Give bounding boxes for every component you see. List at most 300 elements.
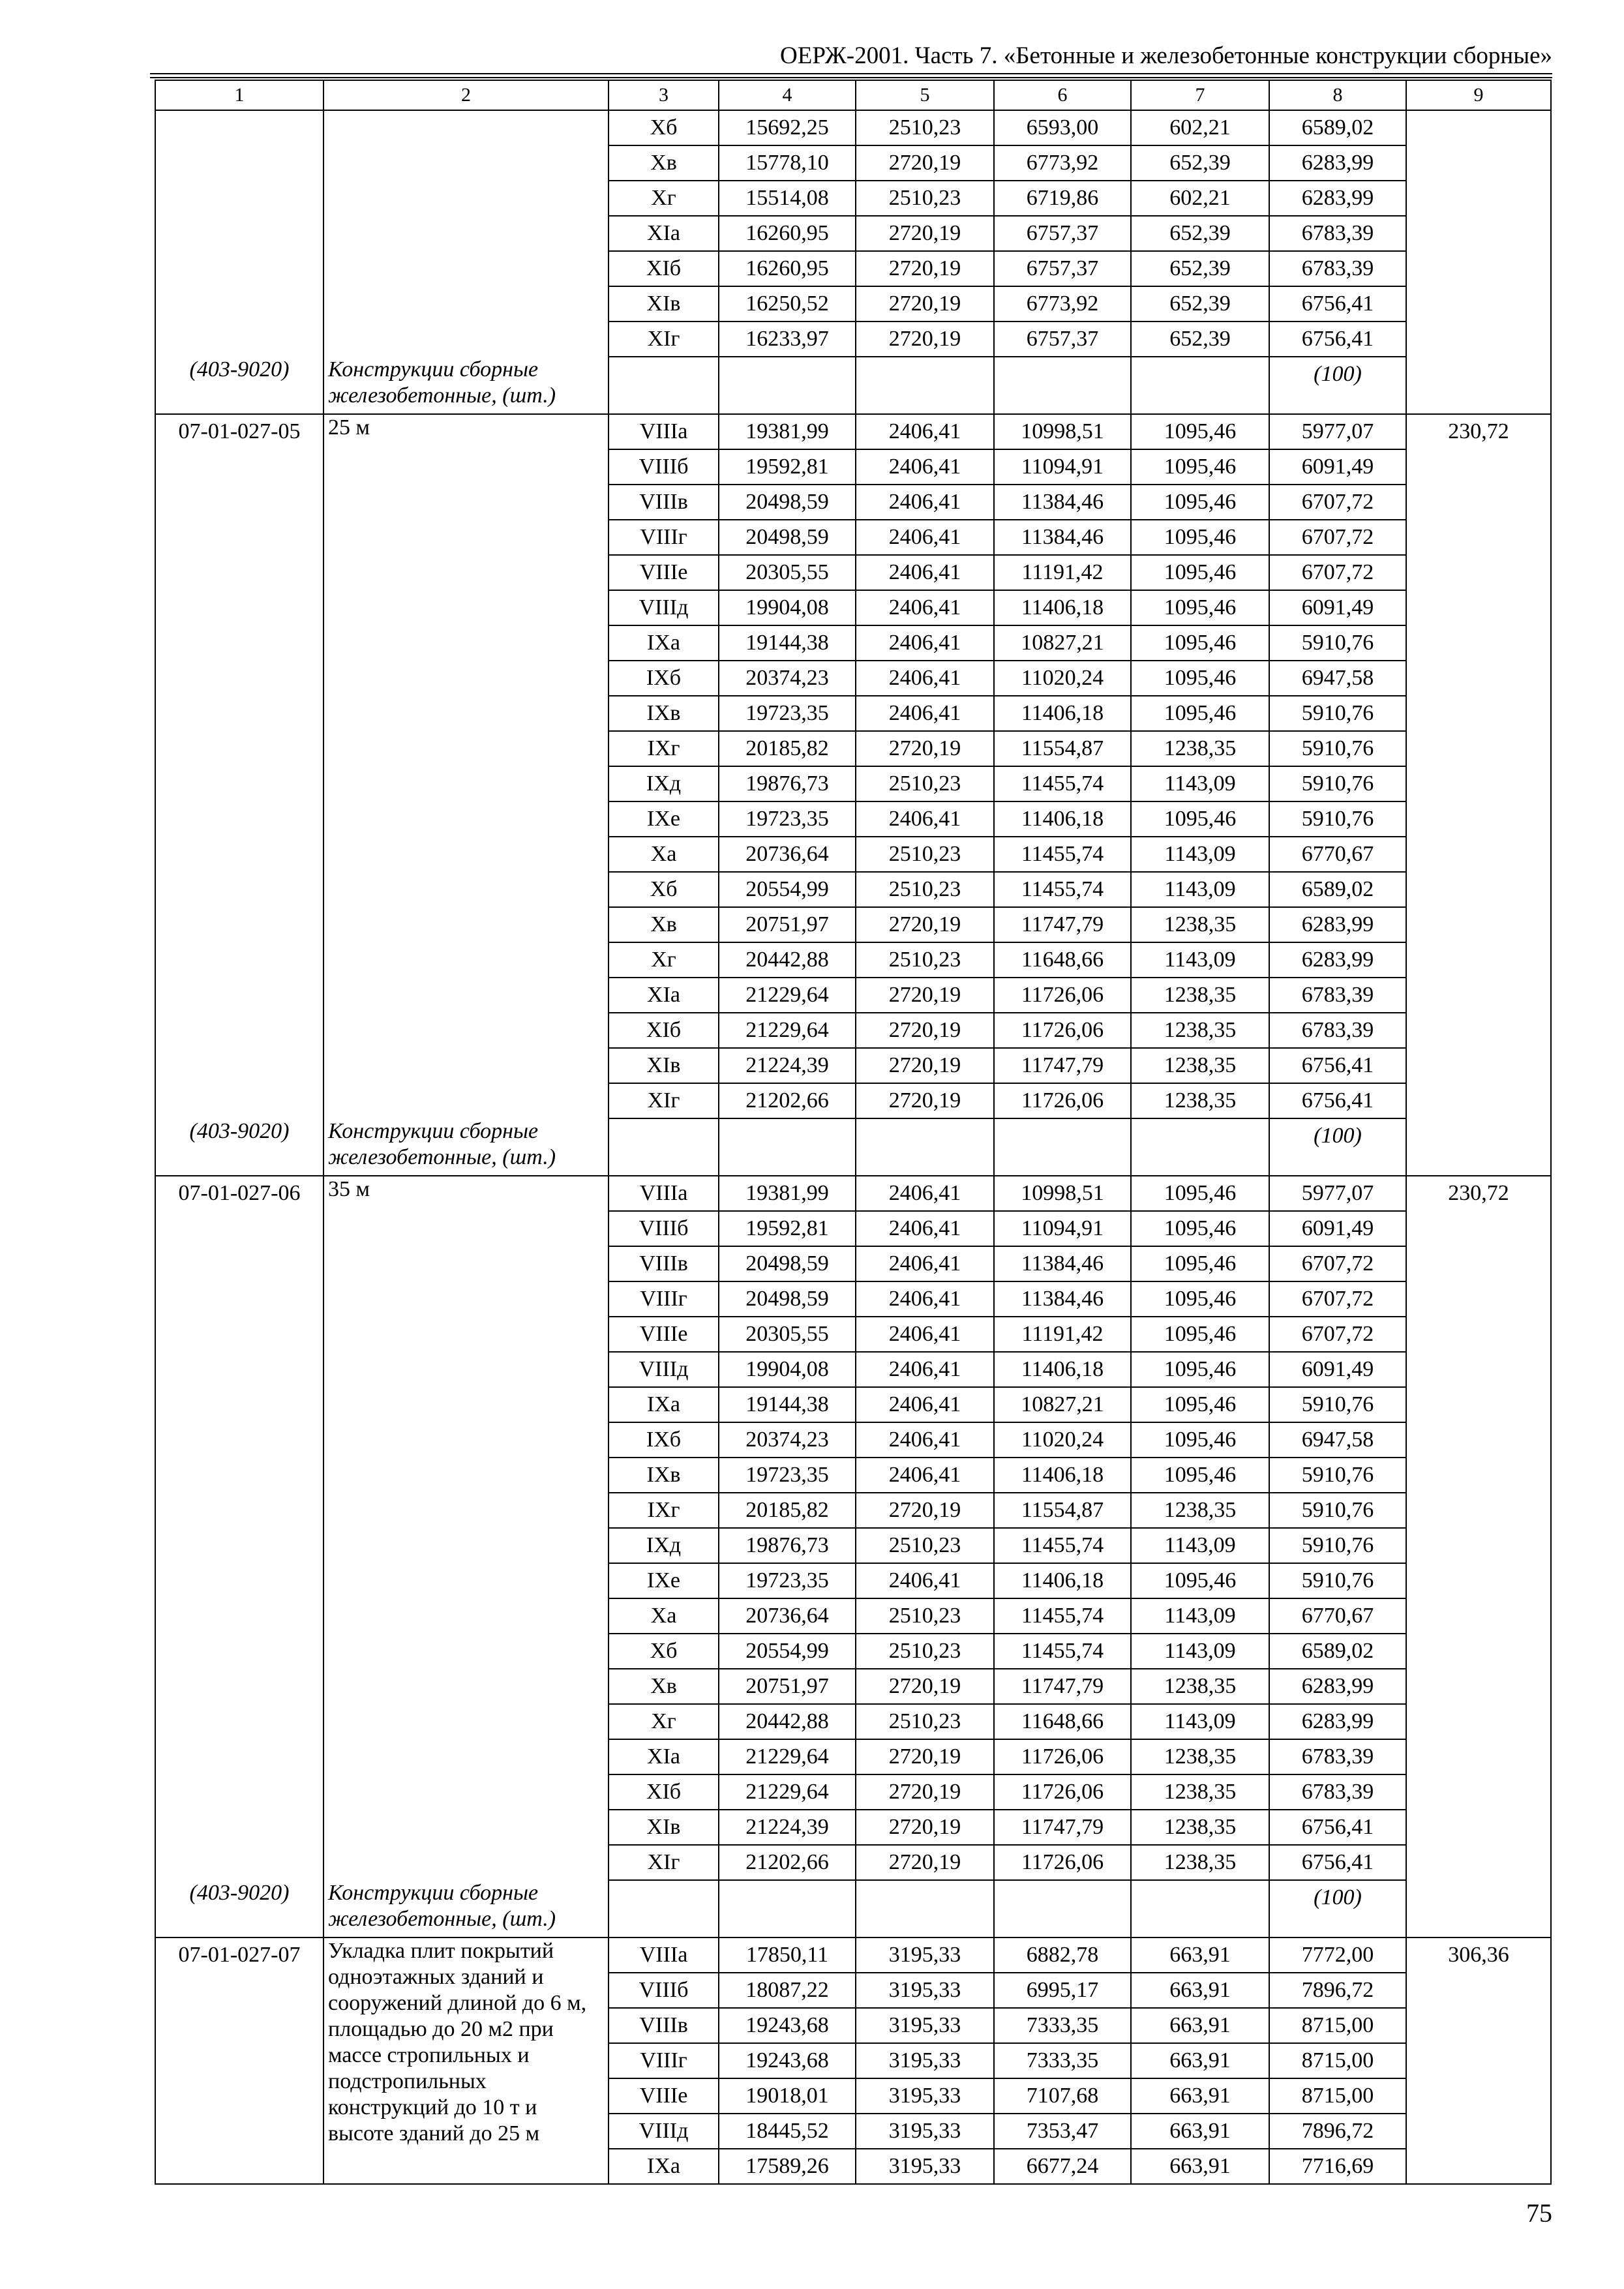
value-cell: 11747,79 [994, 1669, 1131, 1704]
rate-cell [1406, 1973, 1551, 2008]
value-cell: 19904,08 [719, 1352, 856, 1387]
value-cell: Ха [609, 1598, 719, 1634]
value-cell: 19243,68 [719, 2008, 856, 2043]
name-cell [323, 145, 609, 181]
value-cell: 1143,09 [1131, 837, 1269, 872]
value-cell: 2406,41 [856, 1352, 994, 1387]
name-cell: 25 м [323, 414, 609, 1118]
value-cell: 6091,49 [1269, 1211, 1406, 1246]
code-cell [155, 2008, 323, 2043]
rate-cell [1406, 1211, 1551, 1246]
value-cell: 2510,23 [856, 1598, 994, 1634]
value-cell: 2406,41 [856, 1281, 994, 1317]
value-cell: VIIIб [609, 449, 719, 485]
value-cell: 11554,87 [994, 731, 1131, 766]
value-cell: Хг [609, 942, 719, 978]
value-cell: 15692,25 [719, 110, 856, 145]
value-cell: 19723,35 [719, 696, 856, 731]
table-row [155, 1176, 1551, 1211]
value-cell: 20374,23 [719, 661, 856, 696]
value-cell: 2406,41 [856, 1563, 994, 1598]
value-cell: 6283,99 [1269, 907, 1406, 942]
value-cell: 2720,19 [856, 907, 994, 942]
column-number: 2 [323, 80, 609, 110]
value-cell: 2720,19 [856, 1739, 994, 1774]
value-cell: 20736,64 [719, 837, 856, 872]
value-cell: ХIв [609, 1810, 719, 1845]
value-cell: 1095,46 [1131, 414, 1269, 449]
code-cell [155, 696, 323, 731]
value-cell: 10827,21 [994, 1387, 1131, 1422]
value-cell: 19144,38 [719, 1387, 856, 1422]
value-cell: 19592,81 [719, 449, 856, 485]
value-cell: 20442,88 [719, 1704, 856, 1739]
rate-cell [1406, 555, 1551, 590]
value-cell: 7716,69 [1269, 2149, 1406, 2184]
value-cell: 20305,55 [719, 555, 856, 590]
rate-cell [1406, 907, 1551, 942]
value-cell: 5910,76 [1269, 801, 1406, 837]
value-cell: 7333,35 [994, 2043, 1131, 2078]
name-cell [323, 322, 609, 357]
rate-cell [1406, 251, 1551, 286]
value-cell: 7333,35 [994, 2008, 1131, 2043]
code-cell [155, 942, 323, 978]
value-cell: 11384,46 [994, 1281, 1131, 1317]
empty-cell [719, 357, 856, 414]
table-row [155, 322, 1551, 357]
value-cell: VIIIб [609, 1973, 719, 2008]
column-number: 8 [1269, 80, 1406, 110]
value-cell: 1238,35 [1131, 1845, 1269, 1880]
value-cell: 2406,41 [856, 801, 994, 837]
value-cell: 21202,66 [719, 1083, 856, 1118]
value-cell: 6756,41 [1269, 1845, 1406, 1880]
code-cell [155, 1048, 323, 1083]
code-cell [155, 978, 323, 1013]
value-cell: 5910,76 [1269, 625, 1406, 661]
empty-cell [609, 1118, 719, 1176]
value-cell: 11455,74 [994, 1528, 1131, 1563]
code-cell [155, 872, 323, 907]
value-cell: 11726,06 [994, 1083, 1131, 1118]
name-cell [323, 251, 609, 286]
value-cell: 663,91 [1131, 2149, 1269, 2184]
value-cell: 2720,19 [856, 731, 994, 766]
rate-cell [1406, 216, 1551, 251]
value-cell: VIIIа [609, 1176, 719, 1211]
value-cell: 1238,35 [1131, 1810, 1269, 1845]
empty-cell [994, 357, 1131, 414]
rate-cell [1406, 978, 1551, 1013]
note-row [155, 1118, 1551, 1176]
value-cell: 15514,08 [719, 181, 856, 216]
value-cell: Хв [609, 145, 719, 181]
rate-cell [1406, 1246, 1551, 1281]
table-row [155, 216, 1551, 251]
rate-cell: 230,72 [1406, 1176, 1551, 1211]
rate-cell [1406, 485, 1551, 520]
value-cell: 6783,39 [1269, 251, 1406, 286]
value-cell: 11747,79 [994, 1048, 1131, 1083]
value-cell: IХб [609, 1422, 719, 1458]
value-cell: 1095,46 [1131, 520, 1269, 555]
value-cell: 11747,79 [994, 1810, 1131, 1845]
value-cell: Хг [609, 1704, 719, 1739]
rate-cell [1406, 1669, 1551, 1704]
value-cell: 11648,66 [994, 1704, 1131, 1739]
header-rule-top [150, 73, 1552, 74]
value-cell: 20185,82 [719, 731, 856, 766]
empty-cell [1406, 1880, 1551, 1937]
value-cell: 2406,41 [856, 1387, 994, 1422]
value-cell: 11406,18 [994, 1352, 1131, 1387]
value-cell: 6589,02 [1269, 1634, 1406, 1669]
rate-cell [1406, 1281, 1551, 1317]
value-cell: 602,21 [1131, 181, 1269, 216]
value-cell: 2720,19 [856, 978, 994, 1013]
value-cell: IХд [609, 766, 719, 801]
value-cell: 5977,07 [1269, 414, 1406, 449]
code-cell [155, 110, 323, 145]
value-cell: 2510,23 [856, 1634, 994, 1669]
value-cell: 2510,23 [856, 1528, 994, 1563]
value-cell: 6756,41 [1269, 1083, 1406, 1118]
value-cell: 2720,19 [856, 286, 994, 322]
value-cell: ХIв [609, 1048, 719, 1083]
value-cell: Хб [609, 1634, 719, 1669]
value-cell: 20751,97 [719, 907, 856, 942]
value-cell: VIIIб [609, 1211, 719, 1246]
value-cell: 11384,46 [994, 485, 1131, 520]
value-cell: 1095,46 [1131, 1281, 1269, 1317]
column-number: 9 [1406, 80, 1551, 110]
value-cell: Хв [609, 1669, 719, 1704]
value-cell: 20751,97 [719, 1669, 856, 1704]
value-cell: 1238,35 [1131, 978, 1269, 1013]
table-row [155, 1937, 1551, 1973]
code-cell [155, 1013, 323, 1048]
value-cell: 21224,39 [719, 1810, 856, 1845]
code-cell [155, 2078, 323, 2114]
value-cell: 3195,33 [856, 2008, 994, 2043]
value-cell: 21202,66 [719, 1845, 856, 1880]
value-cell: 6756,41 [1269, 286, 1406, 322]
value-cell: 20736,64 [719, 1598, 856, 1634]
code-cell [155, 1281, 323, 1317]
value-cell: 3195,33 [856, 2149, 994, 2184]
value-cell: 6283,99 [1269, 1669, 1406, 1704]
rate-cell [1406, 837, 1551, 872]
rate-cell [1406, 1704, 1551, 1739]
value-cell: 663,91 [1131, 2114, 1269, 2149]
empty-cell [1131, 1118, 1269, 1176]
value-cell: 19018,01 [719, 2078, 856, 2114]
value-cell: 2510,23 [856, 766, 994, 801]
value-cell: 6283,99 [1269, 942, 1406, 978]
value-cell: 11554,87 [994, 1493, 1131, 1528]
value-cell: 6283,99 [1269, 145, 1406, 181]
rate-cell [1406, 801, 1551, 837]
value-cell: IХа [609, 1387, 719, 1422]
value-cell: 16260,95 [719, 216, 856, 251]
value-cell: 6707,72 [1269, 1281, 1406, 1317]
value-cell: IХг [609, 1493, 719, 1528]
rate-cell [1406, 520, 1551, 555]
value-cell: 6589,02 [1269, 872, 1406, 907]
value-cell: 21229,64 [719, 1739, 856, 1774]
note-qty-cell: (100) [1269, 1118, 1406, 1176]
value-cell: 1095,46 [1131, 661, 1269, 696]
value-cell: VIIIв [609, 485, 719, 520]
value-cell: ХIб [609, 1774, 719, 1810]
value-cell: 11726,06 [994, 1774, 1131, 1810]
value-cell: 3195,33 [856, 1973, 994, 2008]
value-cell: 8715,00 [1269, 2008, 1406, 2043]
value-cell: 2510,23 [856, 837, 994, 872]
code-cell: 07-01-027-07 [155, 1937, 323, 1973]
rate-cell [1406, 2008, 1551, 2043]
value-cell: 11747,79 [994, 907, 1131, 942]
value-cell: IХв [609, 1458, 719, 1493]
value-cell: 21229,64 [719, 1774, 856, 1810]
value-cell: 20498,59 [719, 520, 856, 555]
value-cell: 6773,92 [994, 145, 1131, 181]
value-cell: IХг [609, 731, 719, 766]
value-cell: Ха [609, 837, 719, 872]
value-cell: 11726,06 [994, 978, 1131, 1013]
code-cell [155, 1528, 323, 1563]
rate-cell [1406, 1013, 1551, 1048]
rate-cell [1406, 872, 1551, 907]
value-cell: ХIа [609, 1739, 719, 1774]
rate-cell [1406, 942, 1551, 978]
code-cell [155, 1211, 323, 1246]
code-cell [155, 1246, 323, 1281]
code-cell [155, 1422, 323, 1458]
rate-cell [1406, 2149, 1551, 2184]
value-cell: 1095,46 [1131, 1211, 1269, 1246]
column-number-row [155, 80, 1551, 110]
value-cell: 6091,49 [1269, 449, 1406, 485]
value-cell: 2720,19 [856, 216, 994, 251]
rate-cell [1406, 1739, 1551, 1774]
rate-cell [1406, 1317, 1551, 1352]
value-cell: 6757,37 [994, 216, 1131, 251]
rate-cell [1406, 1528, 1551, 1563]
code-cell [155, 1083, 323, 1118]
code-cell [155, 1774, 323, 1810]
empty-cell [856, 1880, 994, 1937]
value-cell: 6773,92 [994, 286, 1131, 322]
value-cell: 2720,19 [856, 1845, 994, 1880]
value-cell: Хг [609, 181, 719, 216]
value-cell: VIIIг [609, 520, 719, 555]
code-cell [155, 286, 323, 322]
value-cell: 6707,72 [1269, 485, 1406, 520]
value-cell: IХд [609, 1528, 719, 1563]
value-cell: IХе [609, 1563, 719, 1598]
code-cell [155, 145, 323, 181]
table-row [155, 110, 1551, 145]
rate-cell [1406, 181, 1551, 216]
value-cell: IХв [609, 696, 719, 731]
value-cell: 2720,19 [856, 322, 994, 357]
value-cell: 5910,76 [1269, 696, 1406, 731]
code-cell [155, 322, 323, 357]
rate-cell [1406, 2114, 1551, 2149]
value-cell: 1238,35 [1131, 907, 1269, 942]
value-cell: 11455,74 [994, 837, 1131, 872]
value-cell: 1143,09 [1131, 872, 1269, 907]
value-cell: ХIг [609, 1083, 719, 1118]
value-cell: 6947,58 [1269, 661, 1406, 696]
value-cell: 2406,41 [856, 625, 994, 661]
value-cell: 6757,37 [994, 251, 1131, 286]
code-cell: 07-01-027-06 [155, 1176, 323, 1211]
code-cell [155, 216, 323, 251]
name-cell [323, 286, 609, 322]
code-cell [155, 1845, 323, 1880]
note-name-cell: Конструкции сборные железобетонные, (шт.) [323, 1880, 609, 1937]
value-cell: 6756,41 [1269, 1810, 1406, 1845]
column-number: 3 [609, 80, 719, 110]
value-cell: 2720,19 [856, 145, 994, 181]
header-rule-bottom [150, 77, 1552, 78]
code-cell [155, 449, 323, 485]
value-cell: 652,39 [1131, 145, 1269, 181]
empty-cell [609, 1880, 719, 1937]
value-cell: VIIIг [609, 2043, 719, 2078]
value-cell: 11455,74 [994, 1598, 1131, 1634]
value-cell: 2406,41 [856, 485, 994, 520]
code-cell [155, 801, 323, 837]
value-cell: 6707,72 [1269, 1246, 1406, 1281]
name-cell [323, 110, 609, 145]
value-cell: 11726,06 [994, 1845, 1131, 1880]
value-cell: 2510,23 [856, 942, 994, 978]
code-cell [155, 2114, 323, 2149]
value-cell: 19592,81 [719, 1211, 856, 1246]
value-cell: IХб [609, 661, 719, 696]
value-cell: 5910,76 [1269, 1563, 1406, 1598]
code-cell [155, 1973, 323, 2008]
value-cell: 6995,17 [994, 1973, 1131, 2008]
value-cell: 15778,10 [719, 145, 856, 181]
rate-cell [1406, 1774, 1551, 1810]
empty-cell [1131, 1880, 1269, 1937]
value-cell: 11406,18 [994, 801, 1131, 837]
code-cell [155, 2043, 323, 2078]
value-cell: 1095,46 [1131, 1387, 1269, 1422]
value-cell: 1238,35 [1131, 1774, 1269, 1810]
value-cell: 5910,76 [1269, 1387, 1406, 1422]
name-cell: Укладка плит покрытий одноэтажных зданий и сооружений длиной до 6 м, площадью до 20 м2 при массе стропильных и подстропильных конструкций до 10 т и высоте зданий до 25 м [323, 1937, 609, 2184]
value-cell: ХIв [609, 286, 719, 322]
value-cell: 19876,73 [719, 766, 856, 801]
value-cell: 2720,19 [856, 1810, 994, 1845]
value-cell: 2720,19 [856, 1774, 994, 1810]
value-cell: 6707,72 [1269, 555, 1406, 590]
value-cell: 1143,09 [1131, 1598, 1269, 1634]
value-cell: 19904,08 [719, 590, 856, 625]
value-cell: VIIIе [609, 555, 719, 590]
value-cell: 11020,24 [994, 1422, 1131, 1458]
note-row [155, 357, 1551, 414]
rate-cell [1406, 1048, 1551, 1083]
value-cell: 1238,35 [1131, 731, 1269, 766]
value-cell: 11094,91 [994, 449, 1131, 485]
code-cell [155, 766, 323, 801]
value-cell: 1143,09 [1131, 1528, 1269, 1563]
code-cell [155, 485, 323, 520]
value-cell: 18445,52 [719, 2114, 856, 2149]
value-cell: 1143,09 [1131, 942, 1269, 978]
value-cell: 20498,59 [719, 485, 856, 520]
value-cell: 5910,76 [1269, 766, 1406, 801]
value-cell: 20498,59 [719, 1281, 856, 1317]
value-cell: 6783,39 [1269, 978, 1406, 1013]
code-cell [155, 181, 323, 216]
table-row [155, 251, 1551, 286]
code-cell [155, 1458, 323, 1493]
empty-cell [856, 1118, 994, 1176]
table-row [155, 414, 1551, 449]
value-cell: 2510,23 [856, 872, 994, 907]
value-cell: ХIг [609, 1845, 719, 1880]
value-cell: 19144,38 [719, 625, 856, 661]
rate-cell [1406, 110, 1551, 145]
rate-cell [1406, 1422, 1551, 1458]
rate-cell [1406, 2043, 1551, 2078]
value-cell: 663,91 [1131, 1937, 1269, 1973]
rate-cell [1406, 1634, 1551, 1669]
code-cell [155, 555, 323, 590]
value-cell: 18087,22 [719, 1973, 856, 2008]
value-cell: 6707,72 [1269, 520, 1406, 555]
value-cell: IХа [609, 2149, 719, 2184]
value-cell: 1238,35 [1131, 1083, 1269, 1118]
value-cell: 1238,35 [1131, 1013, 1269, 1048]
value-cell: 5910,76 [1269, 731, 1406, 766]
column-number: 7 [1131, 80, 1269, 110]
code-cell: 07-01-027-05 [155, 414, 323, 449]
value-cell: 1095,46 [1131, 696, 1269, 731]
value-cell: 663,91 [1131, 2043, 1269, 2078]
value-cell: 1095,46 [1131, 1563, 1269, 1598]
empty-cell [1131, 357, 1269, 414]
value-cell: 11191,42 [994, 555, 1131, 590]
table-row [155, 286, 1551, 322]
value-cell: 2720,19 [856, 1013, 994, 1048]
name-cell [323, 216, 609, 251]
value-cell: 7896,72 [1269, 2114, 1406, 2149]
value-cell: 6783,39 [1269, 216, 1406, 251]
column-number: 1 [155, 80, 323, 110]
value-cell: 2406,41 [856, 696, 994, 731]
value-cell: 5977,07 [1269, 1176, 1406, 1211]
value-cell: 2720,19 [856, 1669, 994, 1704]
value-cell: 11384,46 [994, 520, 1131, 555]
value-cell: 10998,51 [994, 414, 1131, 449]
rate-cell [1406, 1387, 1551, 1422]
value-cell: 6947,58 [1269, 1422, 1406, 1458]
note-code-cell: (403-9020) [155, 1880, 323, 1937]
value-cell: 6677,24 [994, 2149, 1131, 2184]
column-number: 4 [719, 80, 856, 110]
rate-cell [1406, 1458, 1551, 1493]
value-cell: 1095,46 [1131, 1317, 1269, 1352]
